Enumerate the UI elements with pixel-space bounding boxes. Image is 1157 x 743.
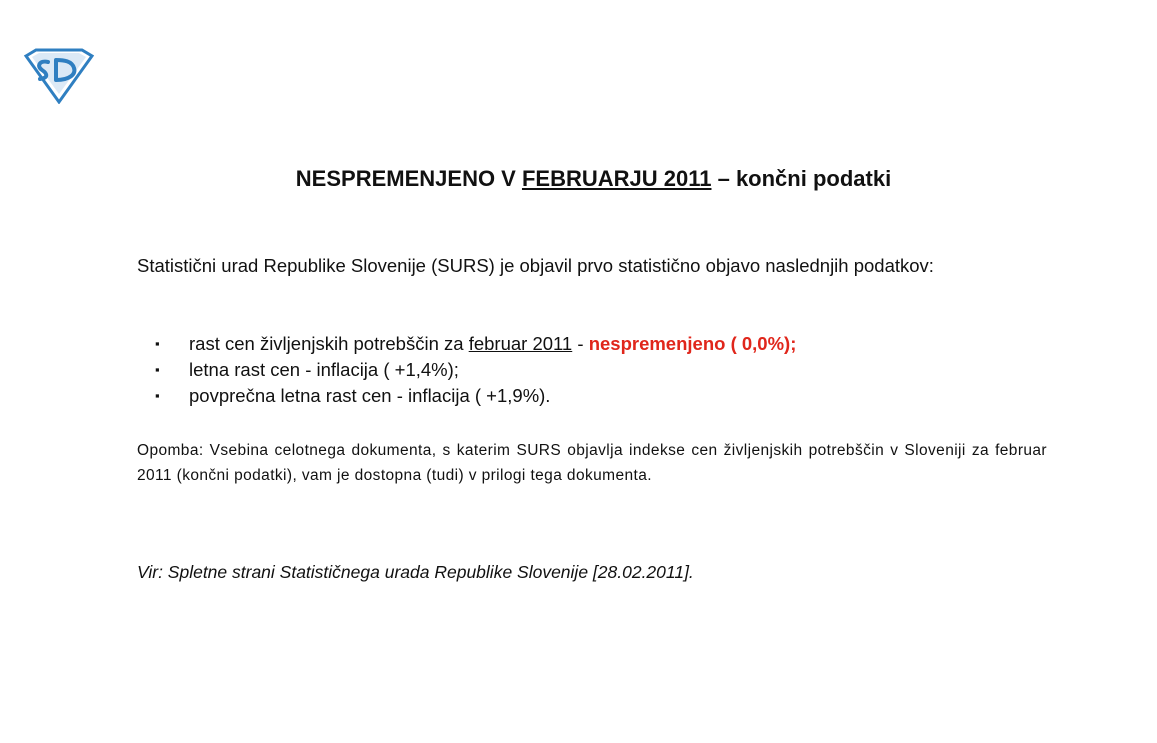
item1-underlined: februar 2011 bbox=[468, 333, 573, 354]
item3-text: povprečna letna rast cen - inflacija ( +1,9%). bbox=[189, 385, 551, 406]
bullet-list bbox=[137, 331, 1049, 409]
note-paragraph: Opomba: Vsebina celotnega dokumenta, s katerim SURS objavlja indekse cen življenjskih potrebščin v Sloveniji za februar 2011 (končni podatki), vam je dostopna (tudi) v prilogi tega dokumenta. bbox=[137, 442, 1047, 484]
source-line: Vir: Spletne strani Statističnega urada Republike Slovenije [28.02.2011]. bbox=[137, 562, 694, 582]
item1-text-a: rast cen življenjskih potrebščin za bbox=[189, 333, 469, 354]
sd-shield-logo-icon bbox=[22, 48, 96, 104]
item1-text-b: - bbox=[572, 333, 589, 354]
bullet-marker: ▪ bbox=[155, 362, 160, 377]
page-title bbox=[0, 166, 1157, 192]
item2-text: letna rast cen - inflacija ( +1,4%); bbox=[189, 359, 459, 380]
item1-highlight: nespremenjeno ( 0,0%); bbox=[588, 333, 797, 354]
list-item bbox=[137, 383, 1049, 409]
title-prefix: NESPREMENJENO V bbox=[295, 166, 522, 191]
title-underlined: FEBRUARJU 2011 bbox=[521, 166, 712, 191]
intro-paragraph: Statistični urad Republike Slovenije (SURS) je objavil prvo statistično objavo naslednjih podatkov: bbox=[137, 255, 934, 276]
list-item bbox=[137, 357, 1049, 383]
bullet-marker: ▪ bbox=[155, 388, 160, 403]
title-suffix: – končni podatki bbox=[711, 166, 892, 191]
bullet-marker: ▪ bbox=[155, 336, 160, 351]
list-item bbox=[137, 331, 1049, 357]
